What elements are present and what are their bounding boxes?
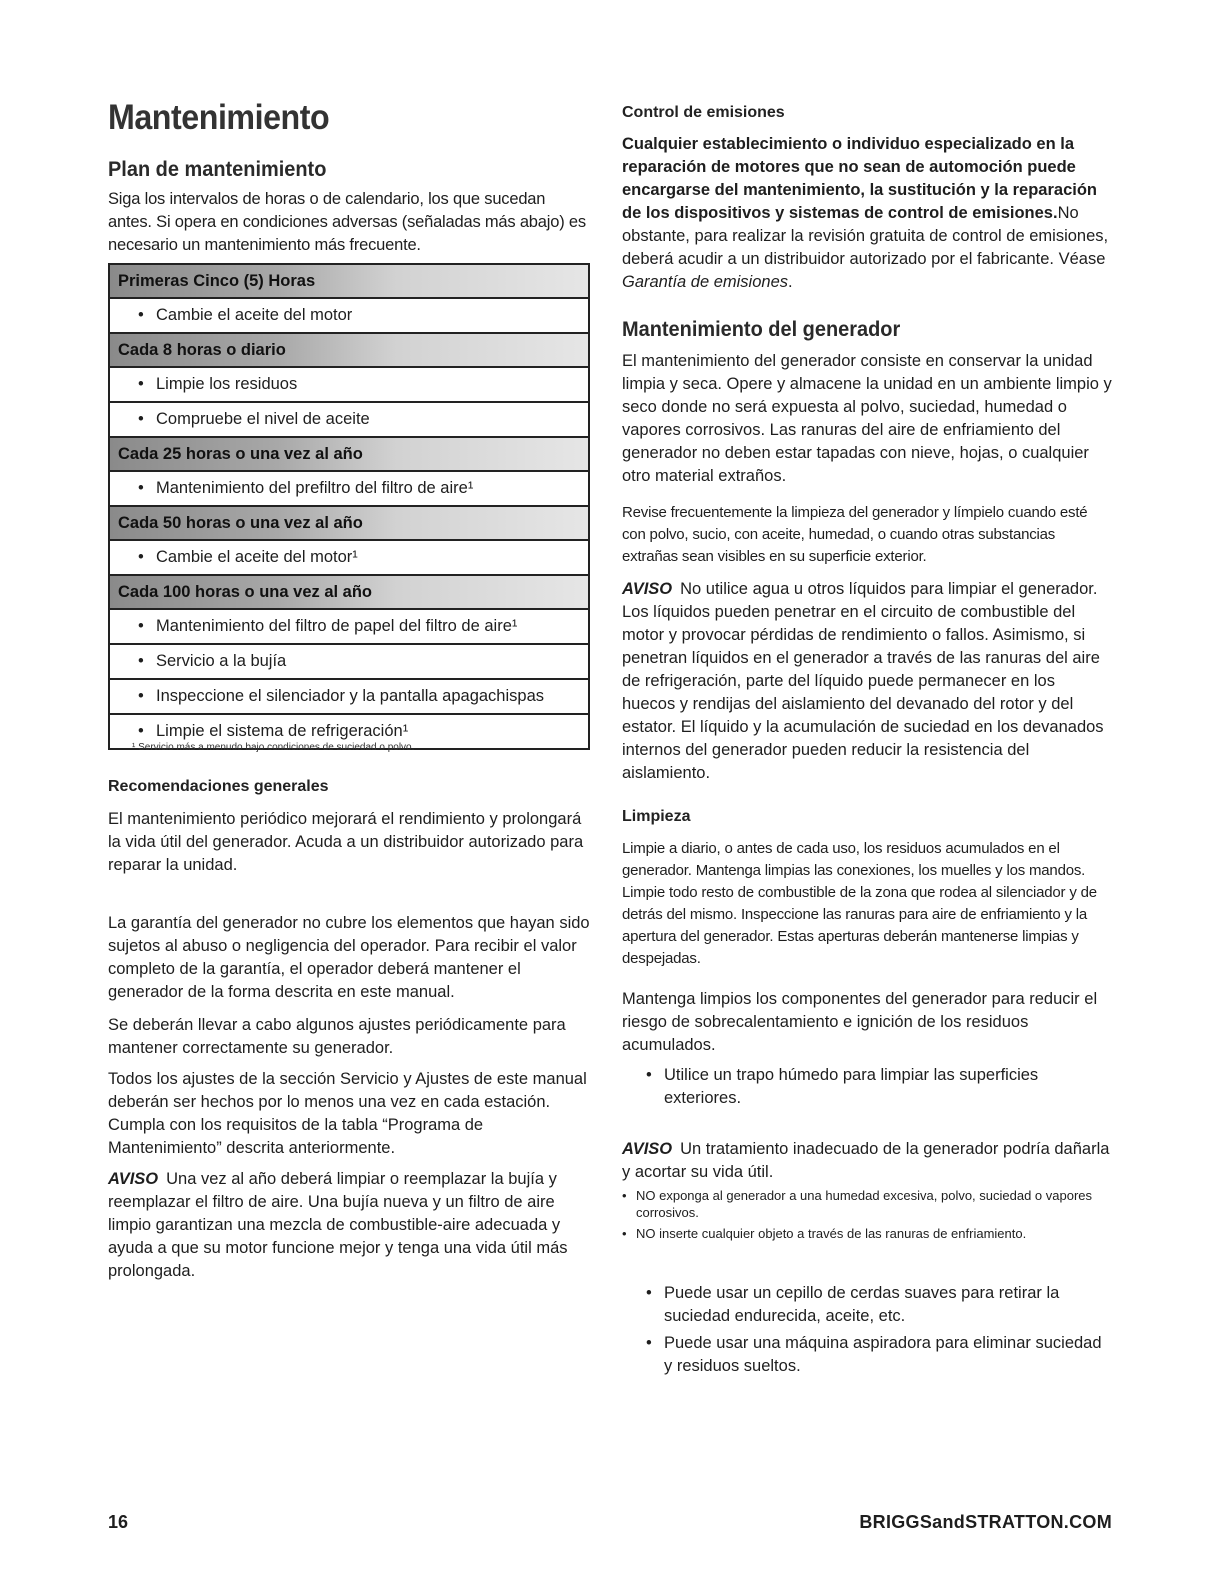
schedule-item: • Inspeccione el silenciador y la pantalla apagachispas [110, 680, 588, 715]
schedule-header: Cada 50 horas o una vez al año [110, 507, 588, 541]
schedule-item: • Mantenimiento del prefiltro del filtro de aire¹ [110, 472, 588, 507]
aviso-label: AVISO [108, 1170, 159, 1188]
aviso-list [622, 1187, 1112, 1242]
schedule-item: • Cambie el aceite del motor [110, 299, 588, 334]
schedule-footnote: ¹ Servicio más a menudo bajo condiciones de suciedad o polvo. [132, 742, 415, 753]
site-url: BRIGGSandSTRATTON.COM [859, 1512, 1112, 1532]
generador-heading: Mantenimiento del generador [622, 318, 901, 341]
generador-p2: Revise frecuentemente la limpieza del generador y límpielo cuando esté con polvo, sucio, con aceite, humedad, o cuando otras substancias extrañas sean visibles en su superficie exterior. [622, 504, 1088, 565]
limpieza-p2: Mantenga limpios los componentes del generador para reducir el riesgo de sobrecalentamiento e ignición de los residuos acumulados. [622, 990, 1098, 1054]
emisiones-heading: Control de emisiones [622, 104, 785, 121]
recomendaciones-p3: Se deberán llevar a cabo algunos ajustes periódicamente para mantener correctamente su generador. [108, 1016, 566, 1057]
page-title: Mantenimiento [108, 98, 330, 137]
generador-aviso: AVISO No utilice agua u otros líquidos para limpiar el generador. Los líquidos pueden penetrar en el circuito de combustible del motor y provocar pérdidas de rendimiento o fallos. Asimismo, si penetran líquidos en el generador a través de las ranuras del aire de refrigeración, parte del líquido puede permanecer en los huecos y rendijas del aislamiento del devanado del rotor y del estator. El líquido y la acumulación de suciedad en los devanados internos del generador pueden reducir la resistencia del aislamiento. [622, 580, 1104, 782]
schedule-header: Primeras Cinco (5) Horas [110, 265, 588, 299]
recomendaciones-p2: La garantía del generador no cubre los elementos que hayan sido sujetos al abuso o negligencia del operador. Para recibir el valor completo de la garantía, el operador deberá mantener el generador de la forma descrita en este manual. [108, 914, 590, 1001]
list-item: • NO inserte cualquier objeto a través de las ranuras de enfriamiento. [622, 1225, 1112, 1242]
plan-intro: Siga los intervalos de horas o de calendario, los que sucedan antes. Si opera en condiciones adversas (señaladas más abajo) es necesario un mantenimiento más frecuente. [108, 190, 586, 254]
limpieza-heading: Limpieza [622, 808, 691, 825]
page-number: 16 [108, 1512, 129, 1532]
limpieza-p1: Limpie a diario, o antes de cada uso, los residuos acumulados en el generador. Mantenga limpias las conexiones, los muelles y los mandos. Limpie todo resto de combustible de la zona que rodea al silenciador y de detrás del mismo. Inspeccione las ranuras para aire de enfriamiento y la apertura del generador. Estas aperturas deberán mantenerse limpias y despejadas. [622, 840, 1097, 967]
generador-p1: El mantenimiento del generador consiste en conservar la unidad limpia y seca. Opere y almacene la unidad en un ambiente limpio y seco donde no será expuesta al polvo, suciedad, humedad o vapores corrosivos. Las ranuras del aire de enfriamiento del generador no deben estar tapadas con nieve, hojas, o cualquier otro material extraños. [622, 352, 1112, 485]
schedule-item: • Mantenimiento del filtro de papel del filtro de aire¹ [110, 610, 588, 645]
schedule-item: • Cambie el aceite del motor¹ [110, 541, 588, 576]
plan-section [108, 158, 590, 182]
schedule-header: Cada 100 horas o una vez al año [110, 576, 588, 610]
maintenance-schedule-table [108, 263, 590, 750]
schedule-item: • Limpie el sistema de refrigeración¹ [110, 715, 588, 750]
list-item: • Puede usar un cepillo de cerdas suaves para retirar la suciedad endurecida, aceite, etc. [642, 1282, 1112, 1328]
limpieza-bullet-list-2 [642, 1282, 1112, 1378]
list-item: • Utilice un trapo húmedo para limpiar las superficies exteriores. [642, 1064, 1112, 1110]
recomendaciones-heading: Recomendaciones generales [108, 778, 329, 795]
list-item: • Puede usar una máquina aspiradora para eliminar suciedad y residuos sueltos. [642, 1332, 1112, 1378]
aviso-label: AVISO [622, 580, 673, 598]
recomendaciones-p1: El mantenimiento periódico mejorará el rendimiento y prolongará la vida útil del generador. Acuda a un distribuidor autorizado para reparar la unidad. [108, 810, 584, 874]
schedule-item: • Compruebe el nivel de aceite [110, 403, 588, 438]
schedule-header: Cada 8 horas o diario [110, 334, 588, 368]
limpieza-aviso: AVISO Un tratamiento inadecuado de la generador podría dañarla y acortar su vida útil. [622, 1140, 1110, 1181]
plan-heading: Plan de mantenimiento [108, 158, 327, 181]
aviso-label: AVISO [622, 1140, 673, 1158]
limpieza-bullet-list [642, 1064, 1112, 1110]
emisiones-text: Cualquier establecimiento o individuo especializado en la reparación de motores que no sean de automoción puede encargarse del mantenimiento, la sustitución y la reparación de los dispositivos y sistemas de control de emisiones.No obstante, para realizar la revisión gratuita de control de emisiones, deberá acudir a un distribuidor autorizado por el fabricante. Véase Garantía de emisiones. [622, 135, 1109, 291]
list-item: • NO exponga al generador a una humedad excesiva, polvo, suciedad o vapores corrosivos. [622, 1187, 1112, 1221]
recomendaciones-aviso: AVISO Una vez al año deberá limpiar o reemplazar la bujía y reemplazar el filtro de aire. Una bujía nueva y un filtro de aire limpio garantizan una mezcla de combustible-aire adecuada y ayuda a que su motor funcione mejor y tenga una vida útil más prolongada. [108, 1170, 568, 1280]
schedule-item: • Servicio a la bujía [110, 645, 588, 680]
schedule-item: • Limpie los residuos [110, 368, 588, 403]
recomendaciones-p4: Todos los ajustes de la sección Servicio y Ajustes de este manual deberán ser hechos por lo menos una vez en cada estación. Cumpla con los requisitos de la tabla “Programa de Mantenimiento” descrita anteriormente. [108, 1070, 587, 1157]
schedule-header: Cada 25 horas o una vez al año [110, 438, 588, 472]
